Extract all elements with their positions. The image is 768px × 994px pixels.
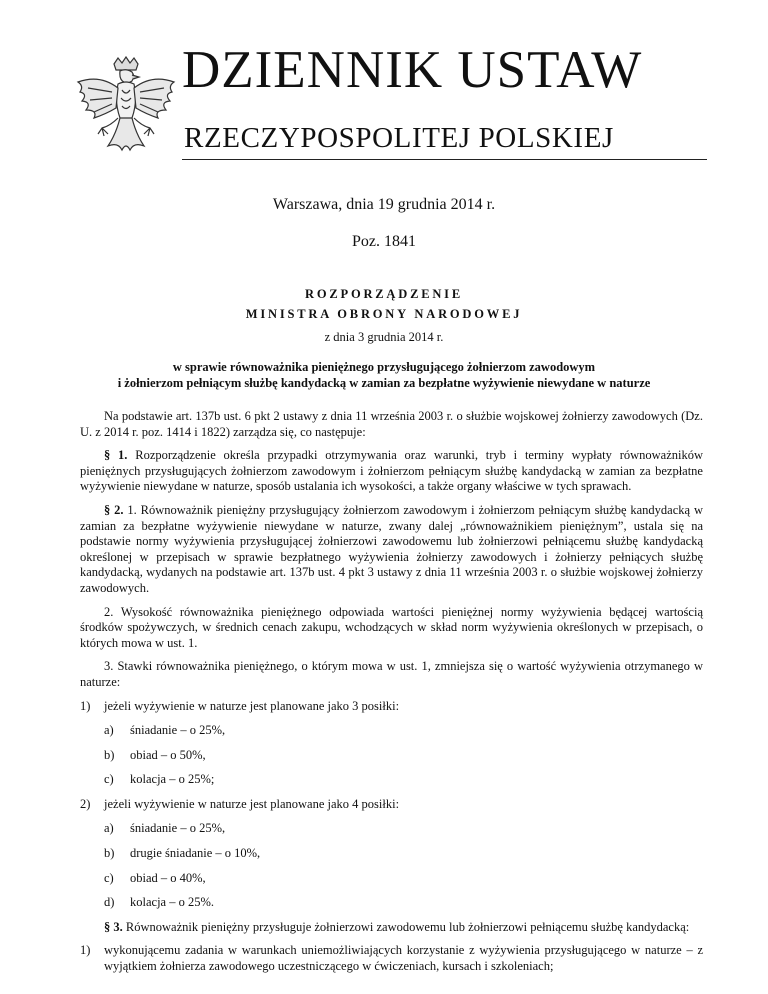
list-subitem-letter: c) [104, 870, 114, 885]
section-3-label: § 3. [104, 919, 123, 934]
list-subitem-text: kolacja – o 25%; [130, 772, 215, 787]
section-1-text: Rozporządzenie określa przypadki otrzymywania oraz warunki, tryb i terminy wypłaty równoważników pieniężnych przysługujących żołnierzom zawodowym i żołnierzom pełniącym służbę kandydacką w zamian za bezpłatne wyżywienie niewydane w naturze, sposób ustalania ich wysokości, a także organy właściwe w tych sprawach. [80, 448, 704, 494]
masthead [72, 41, 712, 164]
list-subitem [80, 871, 703, 887]
list-subitem-text: obiad – o 50%, [130, 747, 206, 762]
list-subitem [80, 846, 703, 862]
section-3-text: Równoważnik pieniężny przysługuje żołnierzowi zawodowemu lub żołnierzowi pełniącemu służbę kandydacką: [125, 919, 690, 934]
issue-place-date: Warszawa, dnia 19 grudnia 2014 r. [272, 196, 496, 213]
list-item-number: 1) [80, 943, 91, 958]
list-subitem-text: śniadanie – o 25%, [130, 723, 226, 738]
section-2-paragraph-3: 3. Stawki równoważnika pieniężnego, o którym mowa w ust. 1, zmniejsza się o wartość wyżywienia otrzymanego w naturze: [80, 659, 703, 689]
preamble: Na podstawie art. 137b ust. 6 pkt 2 ustawy z dnia 11 września 2003 r. o służbie wojskowej żołnierzy zawodowych (Dz. U. z 2014 r. poz. 1414 i 1822) zarządza się, co następuje: [80, 409, 703, 439]
list-subitem-text: obiad – o 40%, [130, 870, 206, 885]
section-3 [80, 920, 703, 936]
act-subject-line-2: i żołnierzom pełniącym służbę kandydacką w zamian za bezpłatne wyżywienie niewydane w naturze [117, 376, 651, 390]
list-item-text: jeżeli wyżywienie w naturze jest planowane jako 4 posiłki: [104, 796, 400, 811]
list-subitem-letter: a) [104, 723, 114, 738]
list-subitem [80, 821, 703, 837]
list-item-number: 2) [80, 796, 91, 811]
list-subitem [80, 748, 703, 764]
section-1-label: § 1. [104, 448, 128, 463]
list-subitem-letter: b) [104, 747, 115, 762]
list-subitem-text: kolacja – o 25%. [130, 895, 215, 910]
list-item-text: jeżeli wyżywienie w naturze jest planowane jako 3 posiłki: [104, 698, 400, 713]
list-item [80, 943, 703, 974]
list-item [80, 797, 703, 813]
masthead-divider [182, 159, 707, 160]
section-2-paragraph-1 [80, 503, 703, 597]
journal-subtitle: RZECZYPOSPOLITEJ POLSKIEJ [184, 122, 614, 154]
list-subitem-letter: a) [104, 821, 114, 836]
act-date: z dnia 3 grudnia 2014 r. [324, 330, 444, 344]
section-2-paragraph-2: 2. Wysokość równoważnika pieniężnego odpowiada wartości pieniężnej normy wyżywienia będącej wartością środków spożywczych, w średnich cenach zakupu, wchodzących w skład norm wyżywienia określonych w przepisach, o których mowa w ust. 1. [80, 604, 703, 650]
list-item-text: wykonującemu zadania w warunkach uniemożliwiających korzystanie z wyżywienia przysługującego w naturze – z wyjątkiem żołnierza zawodowego uczestniczącego w ćwiczeniach, kursach i szkoleniach; [104, 943, 703, 974]
list-subitem [80, 895, 703, 911]
journal-title: DZIENNIK USTAW [182, 41, 643, 99]
section-1 [80, 448, 703, 495]
document-body [80, 409, 703, 984]
list-subitem [80, 772, 703, 788]
act-issuer: MINISTRA OBRONY NARODOWEJ [245, 307, 523, 321]
list-subitem-text: drugie śniadanie – o 10%, [130, 846, 261, 861]
list-subitem [80, 723, 703, 739]
list-subitem-letter: d) [104, 895, 115, 910]
list-item-number: 1) [80, 698, 91, 713]
list-subitem-letter: c) [104, 772, 114, 787]
list-subitem-letter: b) [104, 846, 115, 861]
list-item [80, 699, 703, 715]
act-subject-line-1: w sprawie równoważnika pieniężnego przysługującego żołnierzom zawodowym [172, 360, 596, 374]
white-eagle-emblem-icon [72, 56, 180, 166]
list-subitem-text: śniadanie – o 25%, [130, 821, 226, 836]
section-2-label: § 2. [104, 502, 124, 517]
issue-position: Poz. 1841 [352, 233, 416, 250]
act-type: ROZPORZĄDZENIE [305, 287, 463, 301]
section-2-text-1: 1. Równoważnik pieniężny przysługujący żołnierzom zawodowym i żołnierzom pełniącym służbę kandydacką w zamian za bezpłatne wyżywienie niewydane w naturze, zwany dalej „równoważnikiem pieniężnym”, ustala się na podstawie normy wyżywienia przysługującej żołnierzowi zawodowemu lub żołnierzowi pełniącemu służbę kandydacką określonej w przepisach w sprawie bezpłatnego wyżywienia żołnierzy zawodowych i żołnierzy pełniących służbę kandydacką, wydanych na podstawie art. 137b ust. 4 pkt 3 ustawy z dnia 11 września 2003 r. o służbie wojskowej żołnierzy zawodowych. [80, 502, 703, 595]
